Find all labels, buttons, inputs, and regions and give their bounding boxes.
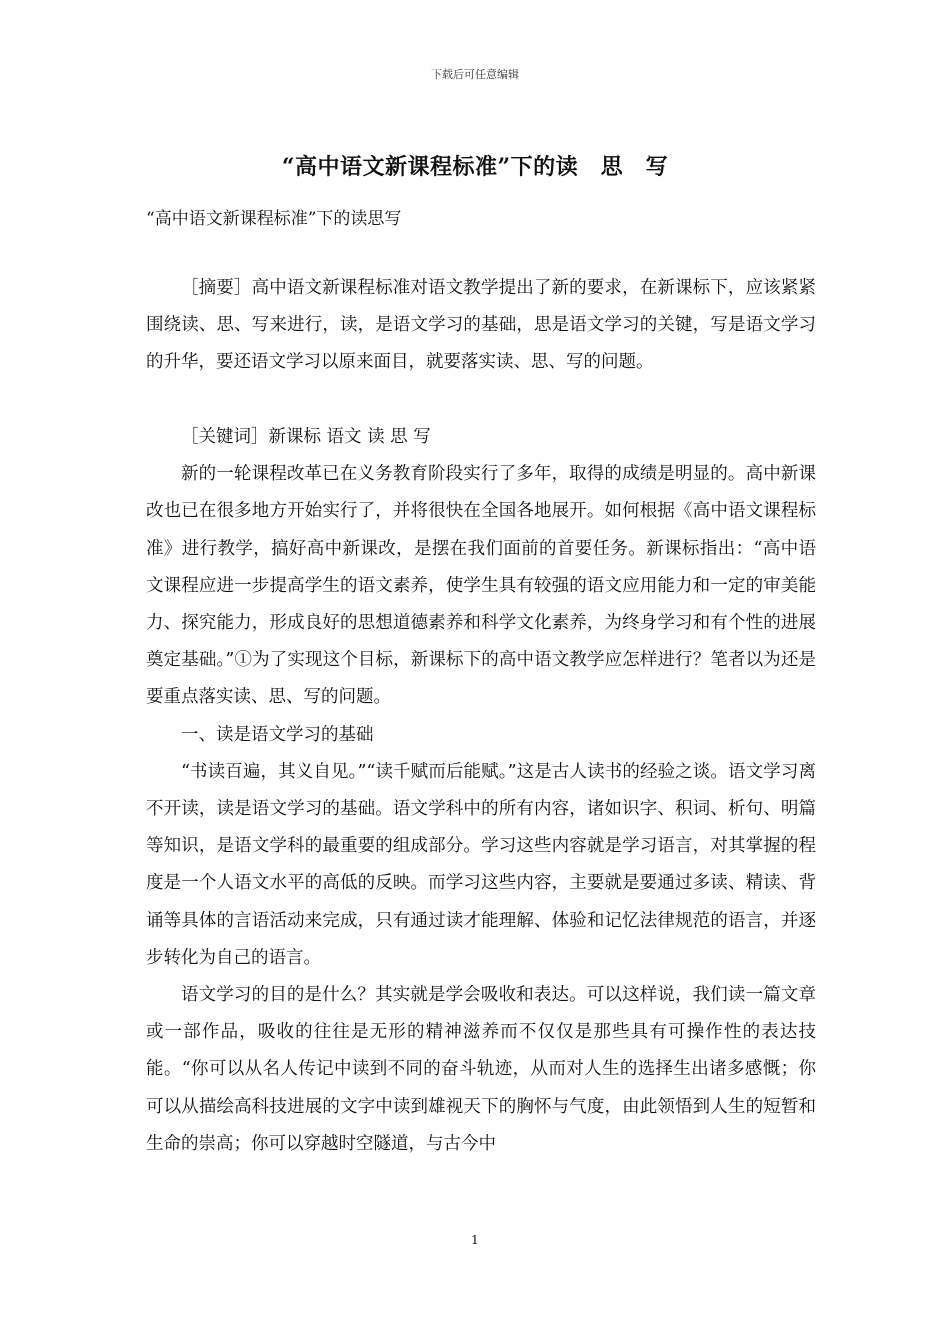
body-block: [146, 419, 816, 1163]
body-paragraph: 语文学习的目的是什么？其实就是学会吸收和表达。可以这样说，我们读一篇文章或一部作品，吸收的往往是无形的精神滋养而不仅仅是那些具有可操作性的表达技能。“你可以从名人传记中读到不同的奋斗轨迹，从而对人生的选择生出诸多感慨；你可以从描绘高科技进展的文字中读到雄视天下的胸怀与气度，由此领悟到人生的短暂和生命的崇高；你可以穿越时空隧道，与古今中: [146, 985, 816, 1154]
document-title: “高中语文新课程标准”下的读 思 写: [281, 154, 669, 180]
abstract-paragraph: ［摘要］高中语文新课程标准对语文教学提出了新的要求，在新课标下，应该紧紧围绕读、思、写来进行，读，是语文学习的基础，思是语文学习的关键，写是语文学习的升华，要还语文学习以原来面目，就要落实读、思、写的问题。: [146, 278, 816, 373]
abstract-block: [146, 270, 816, 382]
body-paragraph: 新的一轮课程改革已在义务教育阶段实行了多年，取得的成绩是明显的。高中新课改也已在很多地方开始实行了，并将很快在全国各地展开。如何根据《高中语文课程标准》进行教学，搞好高中新课改，是摆在我们面前的首要任务。新课标指出：“高中语文课程应进一步提高学生的语文素养，使学生具有较强的语文应用能力和一定的审美能力、探究能力，形成良好的思想道德素养和科学文化素养，为终身学习和有个性的进展奠定基础。”①为了实现这个目标，新课标下的高中语文教学应怎样进行？笔者以为还是要重点落实读、思、写的问题。: [146, 464, 816, 708]
body-paragraph: “书读百遍，其义自见。”“读千赋而后能赋。”这是古人读书的经验之谈。语文学习离不开读，读是语文学习的基础。语文学科中的所有内容，诸如识字、积词、析句、明篇等知识，是语文学科的最重要的组成部分。学习这些内容就是学习语言，对其掌握的程度是一个人语文水平的高低的反映。而学习这些内容，主要就是要通过多读、精读、背诵等具体的言语活动来完成，只有通过读才能理解、体验和记忆法律规范的语言，并逐步转化为自己的语言。: [146, 761, 816, 968]
keywords-paragraph: ［关键词］新课标 语文 读 思 写: [181, 427, 431, 447]
header-note: 下载后可任意编辑: [431, 68, 519, 81]
page-number: 1: [471, 1233, 479, 1247]
section-heading: 一、读是语文学习的基础: [181, 724, 374, 745]
document-subtitle: “高中语文新课程标准”下的读思写: [146, 209, 402, 229]
